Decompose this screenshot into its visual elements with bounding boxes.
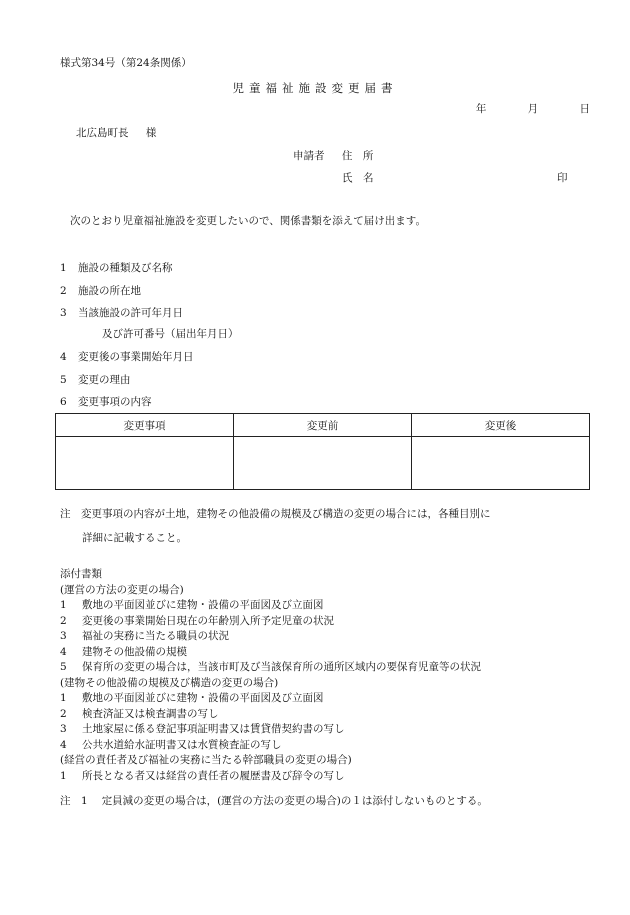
item-3-sub: 及び許可番号（届出年月日） <box>102 328 239 340</box>
cell-after[interactable] <box>412 437 590 490</box>
addressee <box>76 125 156 140</box>
list-item: 3 福祉の実務に当たる職員の状況 <box>60 630 229 642</box>
form-number: 様式第34号（第24条関係） <box>60 57 192 69</box>
section-title: (経営の責任者及び福祉の実務に当たる幹部職員の変更の場合) <box>60 754 352 766</box>
list-item: 2 変更後の事業開始日現在の年齢別入所予定児童の状況 <box>60 614 334 627</box>
item-2: 2 施設の所在地 <box>60 285 141 297</box>
list-item: 1 敷地の平面図並びに建物・設備の平面図及び立面図 <box>60 692 324 704</box>
note-1: 注 変更事項の内容が土地，建物その他設備の規模及び構造の変更の場合には，各種目別に 詳細に記載すること。 <box>60 508 491 544</box>
list-item: 5 保育所の変更の場合は，当該市町及び当該保育所の通所区域内の要保育児童等の状況 <box>60 661 481 673</box>
header-after: 変更後 <box>412 414 590 437</box>
seal-mark: 印 <box>557 172 568 184</box>
list-item: 2 検査済証又は検査調書の写し <box>60 707 219 720</box>
item-6: 6 変更事項の内容 <box>60 396 152 408</box>
attachments <box>60 567 481 784</box>
item-4: 4 変更後の事業開始年月日 <box>60 351 194 363</box>
intro-text: 次のとおり児童福祉施設を変更したいので、関係書類を添えて届け出ます。 <box>70 215 426 227</box>
section-title: (建物その他設備の規模及び構造の変更の場合) <box>60 676 279 689</box>
addressee-honorific: 様 <box>145 127 157 139</box>
applicant-address-row <box>293 148 373 163</box>
attachments-heading: 添付書類 <box>60 568 102 580</box>
applicant-name-label: 氏 名 <box>342 172 374 184</box>
date-year-label: 年 <box>475 103 487 115</box>
address-label: 住 所 <box>341 150 374 162</box>
date-day-label: 日 <box>579 103 590 115</box>
list-item: 4 建物その他設備の規模 <box>60 645 187 658</box>
section-title: (運営の方法の変更の場合) <box>60 583 184 596</box>
item-5: 5 変更の理由 <box>60 374 131 386</box>
note-2: 注 1 定員減の変更の場合は，(運営の方法の変更の場合)の１は添付しないものとする。 <box>60 795 488 807</box>
cell-before[interactable] <box>234 437 412 490</box>
date-line <box>438 101 590 116</box>
change-table <box>55 413 590 490</box>
list-item: 4 公共水道給水証明書又は水質検査証の写し <box>60 738 282 751</box>
cell-change-item[interactable] <box>56 437 234 490</box>
applicant-label: 申請者 <box>293 150 325 162</box>
list-item: 1 敷地の平面図並びに建物・設備の平面図及び立面図 <box>60 599 324 611</box>
list-item: 1 所長となる者又は経営の責任者の履歴書及び辞令の写し <box>60 769 345 782</box>
item-1: 1 施設の種類及び名称 <box>60 262 173 274</box>
document-title: 児童福祉施設変更届書 <box>232 81 398 95</box>
date-month-label: 月 <box>527 103 539 115</box>
list-item: 3 土地家屋に係る登記事項証明書又は賃貸借契約書の写し <box>60 723 345 735</box>
addressee-name: 北広島町長 <box>76 127 129 139</box>
header-before: 変更前 <box>234 414 412 437</box>
item-3: 3 当該施設の許可年月日 <box>60 307 183 319</box>
header-change-item: 変更事項 <box>56 414 234 437</box>
